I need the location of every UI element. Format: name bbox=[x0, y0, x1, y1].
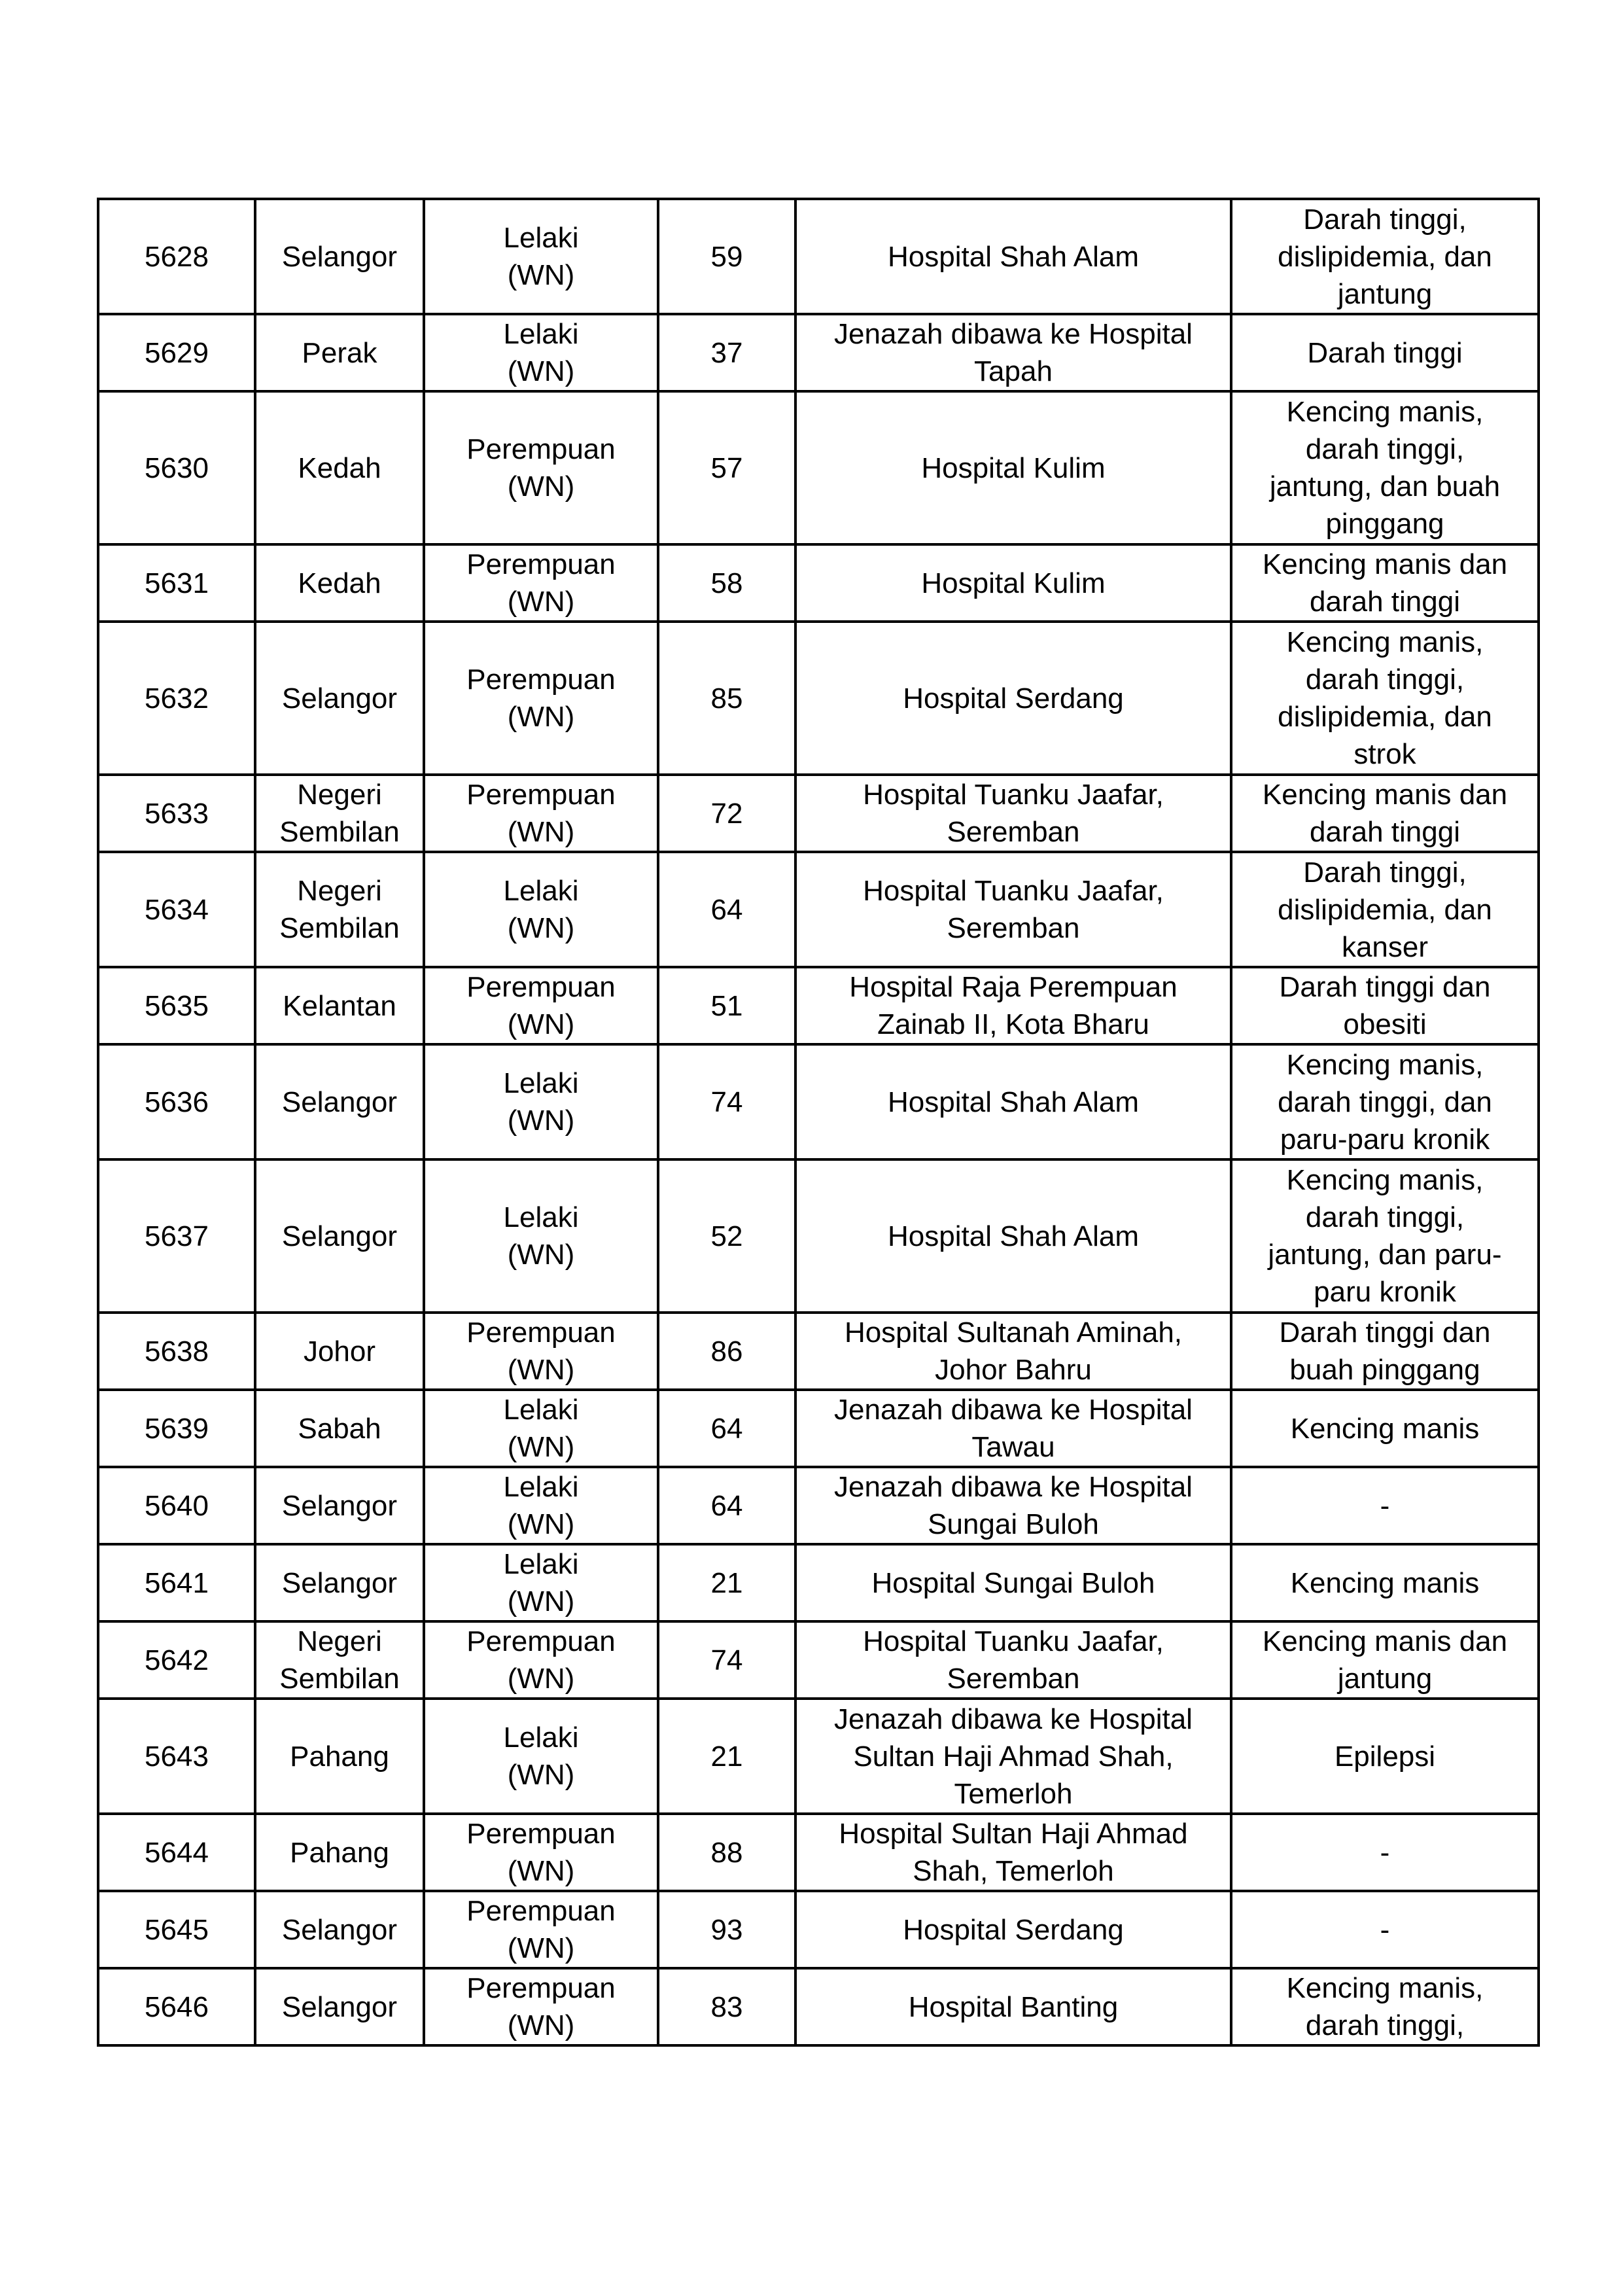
state-cell: Perak bbox=[255, 314, 424, 391]
place-of-death-cell: Hospital Kulim bbox=[795, 544, 1231, 622]
table-row bbox=[98, 1390, 1539, 1467]
table-row bbox=[98, 544, 1539, 622]
case-number-cell: 5631 bbox=[98, 544, 255, 622]
state-cell: Sabah bbox=[255, 1390, 424, 1467]
place-of-death-cell: Hospital Serdang bbox=[795, 622, 1231, 775]
case-number-cell: 5642 bbox=[98, 1621, 255, 1699]
state-cell: Negeri Sembilan bbox=[255, 1621, 424, 1699]
case-number-cell: 5635 bbox=[98, 967, 255, 1044]
gender-cell: Perempuan (WN) bbox=[424, 1814, 658, 1891]
gender-cell: Lelaki (WN) bbox=[424, 1467, 658, 1544]
comorbidity-cell: Darah tinggi bbox=[1231, 314, 1539, 391]
place-of-death-cell: Hospital Shah Alam bbox=[795, 199, 1231, 314]
case-number-cell: 5639 bbox=[98, 1390, 255, 1467]
place-of-death-cell: Hospital Shah Alam bbox=[795, 1044, 1231, 1159]
table-row bbox=[98, 1891, 1539, 1968]
gender-cell: Lelaki (WN) bbox=[424, 1044, 658, 1159]
gender-cell: Perempuan (WN) bbox=[424, 1313, 658, 1390]
gender-cell: Lelaki (WN) bbox=[424, 1390, 658, 1467]
table-row bbox=[98, 1699, 1539, 1814]
age-cell: 37 bbox=[658, 314, 795, 391]
case-number-cell: 5645 bbox=[98, 1891, 255, 1968]
place-of-death-cell: Hospital Sultan Haji Ahmad Shah, Temerloh bbox=[795, 1814, 1231, 1891]
table-row bbox=[98, 1621, 1539, 1699]
gender-cell: Lelaki (WN) bbox=[424, 1159, 658, 1313]
age-cell: 74 bbox=[658, 1621, 795, 1699]
state-cell: Kelantan bbox=[255, 967, 424, 1044]
table-row bbox=[98, 967, 1539, 1044]
case-number-cell: 5637 bbox=[98, 1159, 255, 1313]
table-row bbox=[98, 1467, 1539, 1544]
case-number-cell: 5643 bbox=[98, 1699, 255, 1814]
place-of-death-cell: Hospital Sungai Buloh bbox=[795, 1544, 1231, 1621]
age-cell: 52 bbox=[658, 1159, 795, 1313]
age-cell: 83 bbox=[658, 1968, 795, 2045]
comorbidity-cell: Kencing manis, darah tinggi, jantung, dan buah pinggang bbox=[1231, 391, 1539, 544]
place-of-death-cell: Hospital Serdang bbox=[795, 1891, 1231, 1968]
state-cell: Negeri Sembilan bbox=[255, 775, 424, 852]
gender-cell: Perempuan (WN) bbox=[424, 391, 658, 544]
table-row bbox=[98, 199, 1539, 314]
comorbidity-cell: Darah tinggi dan obesiti bbox=[1231, 967, 1539, 1044]
place-of-death-cell: Jenazah dibawa ke Hospital Sultan Haji Ahmad Shah, Temerloh bbox=[795, 1699, 1231, 1814]
comorbidity-cell: Epilepsi bbox=[1231, 1699, 1539, 1814]
age-cell: 59 bbox=[658, 199, 795, 314]
state-cell: Kedah bbox=[255, 544, 424, 622]
table-row bbox=[98, 852, 1539, 967]
state-cell: Selangor bbox=[255, 1968, 424, 2045]
comorbidity-cell: Kencing manis dan jantung bbox=[1231, 1621, 1539, 1699]
age-cell: 88 bbox=[658, 1814, 795, 1891]
state-cell: Selangor bbox=[255, 1544, 424, 1621]
table-row bbox=[98, 622, 1539, 775]
place-of-death-cell: Hospital Sultanah Aminah, Johor Bahru bbox=[795, 1313, 1231, 1390]
gender-cell: Perempuan (WN) bbox=[424, 544, 658, 622]
comorbidity-cell: Kencing manis, darah tinggi, dan paru-paru kronik bbox=[1231, 1044, 1539, 1159]
comorbidity-cell: Kencing manis, darah tinggi, jantung, dan paru- paru kronik bbox=[1231, 1159, 1539, 1313]
age-cell: 93 bbox=[658, 1891, 795, 1968]
place-of-death-cell: Jenazah dibawa ke Hospital Tawau bbox=[795, 1390, 1231, 1467]
gender-cell: Perempuan (WN) bbox=[424, 1968, 658, 2045]
age-cell: 64 bbox=[658, 1390, 795, 1467]
state-cell: Johor bbox=[255, 1313, 424, 1390]
case-number-cell: 5646 bbox=[98, 1968, 255, 2045]
gender-cell: Perempuan (WN) bbox=[424, 1621, 658, 1699]
comorbidity-cell: Kencing manis dan darah tinggi bbox=[1231, 775, 1539, 852]
death-cases-table bbox=[97, 198, 1540, 2047]
place-of-death-cell: Hospital Shah Alam bbox=[795, 1159, 1231, 1313]
case-number-cell: 5628 bbox=[98, 199, 255, 314]
table-row bbox=[98, 1968, 1539, 2045]
comorbidity-cell: Kencing manis, darah tinggi, bbox=[1231, 1968, 1539, 2045]
case-number-cell: 5640 bbox=[98, 1467, 255, 1544]
comorbidity-cell: Darah tinggi, dislipidemia, dan kanser bbox=[1231, 852, 1539, 967]
case-number-cell: 5630 bbox=[98, 391, 255, 544]
place-of-death-cell: Hospital Tuanku Jaafar, Seremban bbox=[795, 1621, 1231, 1699]
age-cell: 74 bbox=[658, 1044, 795, 1159]
case-number-cell: 5634 bbox=[98, 852, 255, 967]
age-cell: 64 bbox=[658, 852, 795, 967]
comorbidity-cell: Darah tinggi dan buah pinggang bbox=[1231, 1313, 1539, 1390]
age-cell: 85 bbox=[658, 622, 795, 775]
comorbidity-cell: Kencing manis, darah tinggi, dislipidemia, dan strok bbox=[1231, 622, 1539, 775]
place-of-death-cell: Hospital Banting bbox=[795, 1968, 1231, 2045]
place-of-death-cell: Jenazah dibawa ke Hospital Tapah bbox=[795, 314, 1231, 391]
comorbidity-cell: Kencing manis dan darah tinggi bbox=[1231, 544, 1539, 622]
case-number-cell: 5632 bbox=[98, 622, 255, 775]
comorbidity-cell: - bbox=[1231, 1891, 1539, 1968]
comorbidity-cell: Kencing manis bbox=[1231, 1544, 1539, 1621]
case-number-cell: 5636 bbox=[98, 1044, 255, 1159]
place-of-death-cell: Hospital Kulim bbox=[795, 391, 1231, 544]
gender-cell: Lelaki (WN) bbox=[424, 199, 658, 314]
table-row bbox=[98, 314, 1539, 391]
case-number-cell: 5633 bbox=[98, 775, 255, 852]
table-row bbox=[98, 1313, 1539, 1390]
gender-cell: Lelaki (WN) bbox=[424, 1544, 658, 1621]
table-row bbox=[98, 1814, 1539, 1891]
state-cell: Kedah bbox=[255, 391, 424, 544]
state-cell: Selangor bbox=[255, 1044, 424, 1159]
place-of-death-cell: Hospital Raja Perempuan Zainab II, Kota Bharu bbox=[795, 967, 1231, 1044]
state-cell: Selangor bbox=[255, 622, 424, 775]
place-of-death-cell: Jenazah dibawa ke Hospital Sungai Buloh bbox=[795, 1467, 1231, 1544]
comorbidity-cell: Kencing manis bbox=[1231, 1390, 1539, 1467]
age-cell: 57 bbox=[658, 391, 795, 544]
table-row bbox=[98, 1544, 1539, 1621]
gender-cell: Perempuan (WN) bbox=[424, 622, 658, 775]
table-row bbox=[98, 1044, 1539, 1159]
case-number-cell: 5641 bbox=[98, 1544, 255, 1621]
comorbidity-cell: - bbox=[1231, 1814, 1539, 1891]
place-of-death-cell: Hospital Tuanku Jaafar, Seremban bbox=[795, 775, 1231, 852]
gender-cell: Lelaki (WN) bbox=[424, 314, 658, 391]
case-number-cell: 5629 bbox=[98, 314, 255, 391]
age-cell: 58 bbox=[658, 544, 795, 622]
table-row bbox=[98, 391, 1539, 544]
table-row bbox=[98, 775, 1539, 852]
place-of-death-cell: Hospital Tuanku Jaafar, Seremban bbox=[795, 852, 1231, 967]
age-cell: 51 bbox=[658, 967, 795, 1044]
gender-cell: Lelaki (WN) bbox=[424, 852, 658, 967]
table-row bbox=[98, 1159, 1539, 1313]
state-cell: Selangor bbox=[255, 199, 424, 314]
gender-cell: Perempuan (WN) bbox=[424, 775, 658, 852]
age-cell: 86 bbox=[658, 1313, 795, 1390]
gender-cell: Perempuan (WN) bbox=[424, 1891, 658, 1968]
state-cell: Pahang bbox=[255, 1699, 424, 1814]
case-number-cell: 5644 bbox=[98, 1814, 255, 1891]
state-cell: Selangor bbox=[255, 1891, 424, 1968]
state-cell: Negeri Sembilan bbox=[255, 852, 424, 967]
age-cell: 64 bbox=[658, 1467, 795, 1544]
case-number-cell: 5638 bbox=[98, 1313, 255, 1390]
age-cell: 21 bbox=[658, 1699, 795, 1814]
comorbidity-cell: - bbox=[1231, 1467, 1539, 1544]
state-cell: Pahang bbox=[255, 1814, 424, 1891]
age-cell: 21 bbox=[658, 1544, 795, 1621]
state-cell: Selangor bbox=[255, 1467, 424, 1544]
gender-cell: Lelaki (WN) bbox=[424, 1699, 658, 1814]
comorbidity-cell: Darah tinggi, dislipidemia, dan jantung bbox=[1231, 199, 1539, 314]
gender-cell: Perempuan (WN) bbox=[424, 967, 658, 1044]
age-cell: 72 bbox=[658, 775, 795, 852]
table-body bbox=[98, 199, 1539, 2045]
state-cell: Selangor bbox=[255, 1159, 424, 1313]
